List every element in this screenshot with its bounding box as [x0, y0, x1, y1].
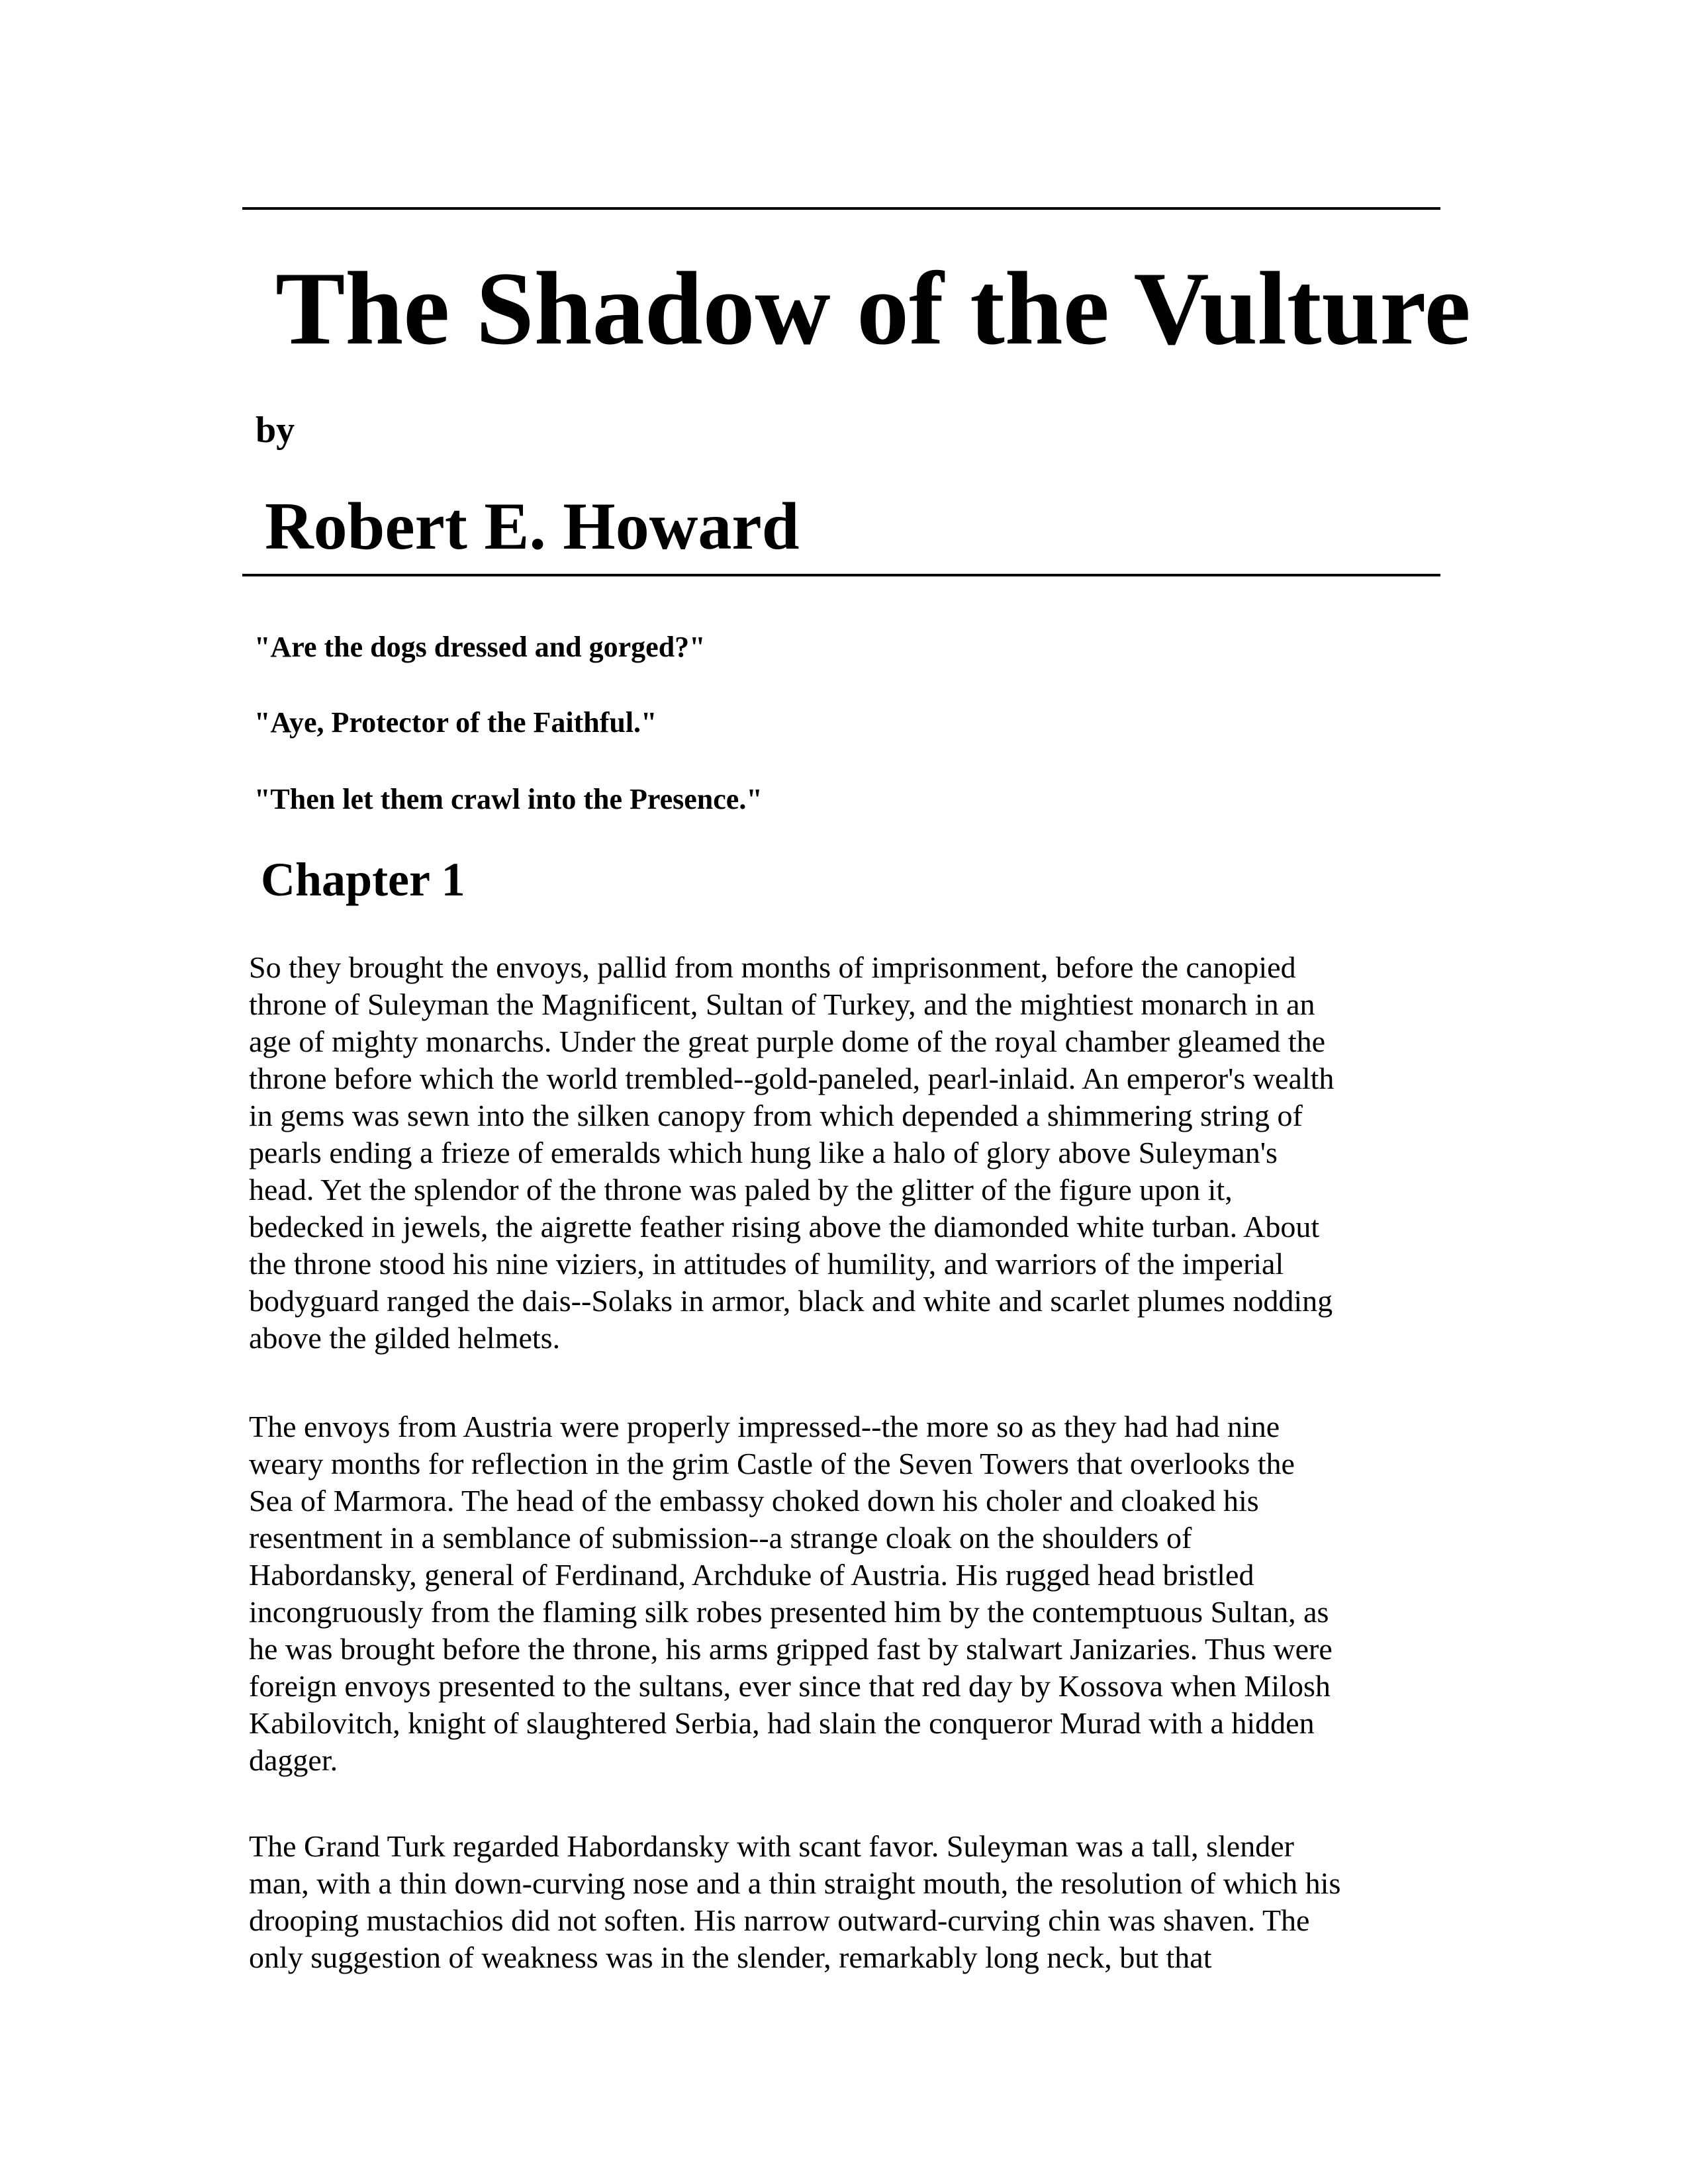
- byline-label: by: [256, 410, 295, 451]
- epigraph-line: "Are the dogs dressed and gorged?": [254, 631, 706, 663]
- body-paragraph: The Grand Turk regarded Habordansky with scant favor. Suleyman was a tall, slender man, with a thin down-curving nose and a thin straight mouth, the resolution of which his drooping mustachios did not soften. His narrow outward-curving chin was shaven. The only suggestion of weakness was in the slender, remarkably long neck, but that: [249, 1829, 1341, 1974]
- top-rule: [242, 207, 1440, 210]
- epigraph-line: "Aye, Protector of the Faithful.": [254, 706, 657, 739]
- body-paragraph: The envoys from Austria were properly impressed--the more so as they had had nine weary months for reflection in the grim Castle of the Seven Towers that overlooks the Sea of Marmora. The head of the embassy choked down his choler and cloaked his resentment in a semblance of submission--a strange cloak on the shoulders of Habordansky, general of Ferdinand, Archduke of Austria. His rugged head bristled incongruously from the flaming silk robes presented him by the contemptuous Sultan, as he was brought before the throne, his arms gripped fast by stalwart Janizaries. Thus were foreign envoys presented to the sultans, ever since that red day by Kossova when Milosh Kabilovitch, knight of slaughtered Serbia, had slain the conqueror Murad with a hidden dagger.: [249, 1410, 1333, 1777]
- body-paragraph: So they brought the envoys, pallid from months of imprisonment, before the canopied throne of Suleyman the Magnificent, Sultan of Turkey, and the mightiest monarch in an age of mighty monarchs. Under the great purple dome of the royal chamber gleamed the throne before which the world trembled--gold-paneled, pearl-inlaid. An emperor's wealth in gems was sewn into the silken canopy from which depended a shimmering string of pearls ending a frieze of emeralds which hung like a halo of glory above Suleyman's head. Yet the splendor of the throne was paled by the glitter of the figure upon it, bedecked in jewels, the aigrette feather rising above the diamonded white turban. About the throne stood his nine viziers, in attitudes of humility, and warriors of the imperial bodyguard ranged the dais--Solaks in armor, black and white and scarlet plumes nodding above the gilded helmets.: [249, 950, 1335, 1355]
- chapter-heading: Chapter 1: [261, 853, 465, 906]
- bottom-rule: [242, 574, 1440, 576]
- author-name: Robert E. Howard: [265, 489, 800, 564]
- book-title: The Shadow of the Vulture: [275, 251, 1471, 367]
- epigraph-line: "Then let them crawl into the Presence.": [254, 783, 763, 815]
